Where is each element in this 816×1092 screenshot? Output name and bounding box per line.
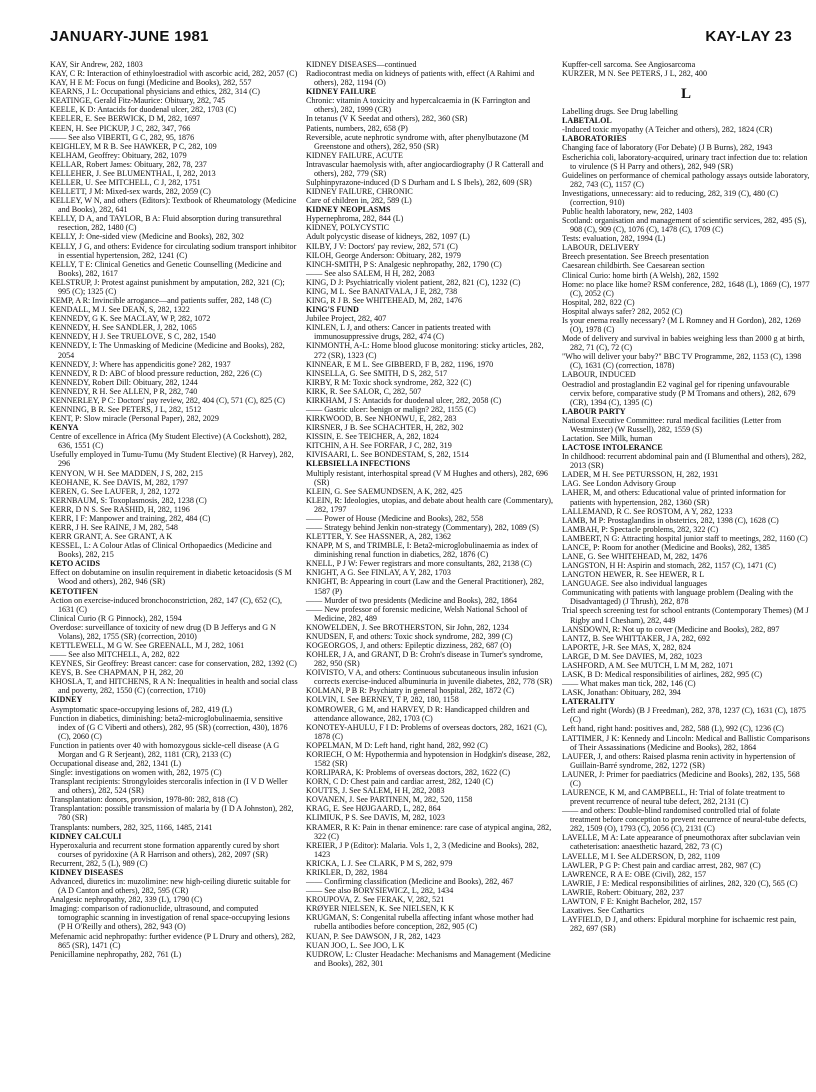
index-entry: LAWRIE, J E: Medical responsibilities of airlines, 282, 320 (C), 565 (C) <box>562 878 798 888</box>
index-entry: LALLEMAND, R C. See ROSTOM, A Y, 282, 1233 <box>562 506 733 516</box>
index-entry: KELLER, U. See MITCHELL, C J, 282, 1751 <box>50 178 201 188</box>
index-entry: KETTLEWELL, M G W. See GREENALL, M J, 282, 1061 <box>50 641 245 650</box>
index-entry: KNELL, P J W: Fewer registrars and more consultants, 282, 2138 (C) <box>306 559 532 569</box>
index-entry: KERR GRANT, A. See GRANT, A K <box>50 532 173 542</box>
index-entry: KELLY, D A, and TAYLOR, B A: Fluid absorption during transurethral resection, 282, 1480 (C) <box>50 214 282 233</box>
index-entry: Intravascular haemolysis with, after angiocardiography (J R Catterall and others), 282, 779 (SR) <box>306 159 544 178</box>
index-entry: KINCH-SMITH, P S: Analgesic nephropathy, 282, 1790 (C) <box>306 259 502 269</box>
index-column-3-entries <box>562 107 810 933</box>
index-entry: KIDNEY DISEASES—continued <box>306 60 417 69</box>
index-entry: KEYS, B. See CHAPMAN, P H, 282, 20 <box>50 668 184 678</box>
index-entry: Function in diabetics, diminishing: beta2-microglobulinaemia, sensitive index of (G C Viberti and others), 282, 95 (SR) (correction, 430), 1876 (C), 2060 (C) <box>50 713 288 741</box>
index-entry: Penicillamine nephropathy, 282, 761 (L) <box>50 949 182 959</box>
index-entry: —— See also VIBERTI, G C, 282, 95, 1876 <box>50 132 195 142</box>
index-entry: KILOH, George Anderson: Obituary, 282, 1979 <box>306 250 461 260</box>
index-entry: KIRKWOOD, B. See NHONWU, E, 282, 283 <box>306 414 457 424</box>
index-entry: "Who will deliver your baby?" BBC TV Programme, 282, 1153 (C), 1398 (C), 1631 (C) (correction, 1878) <box>562 352 802 371</box>
index-entry: KORIECH, O M: Hypothermia and hypotension in Hodgkin's disease, 282, 1582 (SR) <box>306 749 551 769</box>
index-entry: KIRBY, R M: Toxic shock syndrome, 282, 322 (C) <box>306 377 472 387</box>
index-entry: KOUTTS, J. See SALEM, H H, 282, 2083 <box>306 786 445 796</box>
index-entry: KHOSLA, T, and HITCHENS, R A N: Inequalities in health and social class and poverty, 282, 1550 (C) (correction, 1710) <box>50 677 298 696</box>
index-entry: LADER, M H. See PETURSSON, H, 282, 1931 <box>562 470 719 480</box>
index-entry: KIRKHAM, J S: Antacids for duodenal ulcer, 282, 2058 (C) <box>306 395 502 405</box>
index-heading: KIDNEY FAILURE <box>306 87 376 97</box>
index-entry: KING, R J B. See WHITEHEAD, M, 282, 1476 <box>306 296 463 306</box>
index-entry: LASK, Jonathan: Obituary, 282, 394 <box>562 688 681 698</box>
index-entry: Centre of excellence in Africa (My Student Elective) (A Cockshott), 282, 636, 1551 (C) <box>50 432 287 451</box>
index-entry: Home: no place like home? RSM conference, 282, 1648 (L), 1869 (C), 1977 (C), 2052 (C) <box>562 279 810 298</box>
index-entry: Overdose: surveillance of toxicity of new drug (D B Jefferys and G N Volans), 282, 1755 (SR) (correction, 2010) <box>50 622 276 641</box>
index-entry: Single: investigations on women with, 282, 1975 (C) <box>50 768 222 778</box>
index-entry: KINLEN, L J, and others: Cancer in patients treated with immunosuppressive drugs, 282, 474 (C) <box>306 323 491 342</box>
index-entry: KERR, I F: Manpower and training, 282, 484 (C) <box>50 513 211 523</box>
index-entry: Multiply resistant, interhospital spread (V M Hughes and others), 282, 696 (SR) <box>306 468 548 487</box>
index-entry: KLETTER, Y. See HASSNER, A, 282, 1362 <box>306 532 452 542</box>
index-entry: KNIGHT, A G. See FINLAY, A Y, 282, 1703 <box>306 568 451 578</box>
index-entry: Jubilee Project, 282, 407 <box>306 314 387 324</box>
index-entry: KINMONTH, A-L: Home blood glucose monitoring: sticky articles, 282, 272 (SR), 1323 (C) <box>306 341 544 360</box>
index-entry: Radiocontrast media on kidneys of patients with, effect (A Rahimi and others), 282, 1194 (O) <box>306 69 535 88</box>
index-entry: Usefully employed in Tumu-Tumu (My Student Elective) (R Harvey), 282, 296 <box>50 450 294 469</box>
index-entry: KREIER, J P (Editor): Malaria. Vols 1, 2, 3 (Medicine and Books), 282, 1423 <box>306 840 539 859</box>
index-entry: KINSELLA, G. See SMITH, D S, 282, 517 <box>306 368 448 378</box>
index-entry: LANGTON HEWER, R. See HEWER, R L <box>562 570 705 580</box>
index-entry: KUDROW, L: Cluster Headache: Mechanisms and Management (Medicine and Books), 282, 301 <box>306 949 551 968</box>
index-heading: KLEBSIELLA INFECTIONS <box>306 459 411 469</box>
index-entry: Public health laboratory, new, 282, 1403 <box>562 207 693 217</box>
index-entry: Transplants: numbers, 282, 325, 1166, 1485, 2141 <box>50 822 213 832</box>
index-entry: —— What makes man tick, 282, 146 (C) <box>562 679 696 689</box>
index-entry: KEYNES, Sir Geoffrey: Breast cancer: case for conservation, 282, 1392 (C) <box>50 659 297 669</box>
index-entry: KNUDSEN, F, and others: Toxic shock syndrome, 282, 399 (C) <box>306 631 513 641</box>
index-entry: KIRK, R. See SALOR, C, 282, 507 <box>306 386 422 396</box>
index-entry: Hyperoxaluria and recurrent stone formation apparently cured by short courses of pyridoxine (A R Harrison and others), 282, 2097 (SR) <box>50 840 280 859</box>
index-entry: KIVISAARI, L. See BONDESTAM, S, 282, 1514 <box>306 450 469 460</box>
index-entry: KELSTRUP, J: Protest against punishment by amputation, 282, 321 (C); 995 (C); 1325 (C) <box>50 277 285 296</box>
index-entry: KENNEDY, G K. See MACLAY, W P, 282, 1072 <box>50 314 211 324</box>
index-entry: Hospital, 282, 822 (C) <box>562 297 635 307</box>
index-entry: Breech presentation. See Breech presentation <box>562 252 709 262</box>
index-entry: —— New professor of forensic medicine, Welsh National School of Medicine, 282, 489 <box>306 604 528 623</box>
index-entry: KEEN, H. See PICKUP, J C, 282, 347, 766 <box>50 123 191 133</box>
index-entry: KAY, C R: Interaction of ethinyloestradiol with ascorbic acid, 282, 2057 (C) <box>50 69 298 79</box>
section-letter: L <box>680 86 691 103</box>
index-entry: KEOHANE, K. See DAVIS, M, 282, 1797 <box>50 477 189 487</box>
index-entry: KELLY, J: One-sided view (Medicine and Books), 282, 302 <box>50 232 244 242</box>
index-entry: KIDNEY FAILURE, CHRONIC <box>306 187 413 197</box>
index-entry: LAG. See London Advisory Group <box>562 479 676 489</box>
index-entry: Mefenamic acid nephropathy: further evidence (P L Drury and others), 282, 865 (SR), 1471 (C) <box>50 931 296 950</box>
index-entry: KITCHIN, A H. See FORFAR, J C, 282, 319 <box>306 441 452 451</box>
index-entry: KOGEORGOS, J, and others: Epileptic dizziness, 282, 687 (O) <box>306 641 512 650</box>
index-entry: Transplantation: possible transmission of malaria by (I D A Johnston), 282, 780 (SR) <box>50 804 294 823</box>
index-entry: Care of children in, 282, 589 (L) <box>306 196 412 206</box>
index-entry: Effect on dobutamine on insulin requirement in diabetic ketoacidosis (S M Wood and others), 282, 946 (SR) <box>50 568 292 587</box>
index-entry: KELHAM, Geoffrey: Obituary, 282, 1079 <box>50 150 187 160</box>
index-entry: Guidelines on performance of chemical pathology assays outside laboratory, 282, 743 (C), 1157 (C) <box>562 170 810 189</box>
index-entry: —— See also SALEM, H H, 282, 2083 <box>306 268 435 278</box>
index-entry: KILBY, J V: Doctors' pay review, 282, 571 (C) <box>306 241 458 251</box>
index-entry: Oestradiol and prostaglandin E2 vaginal gel for ripening unfavourable cervix before, comparative study (P M Tromans and others), 282, 679 (CR), 1394 (C), 1395 (C) <box>562 379 796 407</box>
index-entry: LAYFIELD, D J, and others: Epidural morphine for ischaemic rest pain, 282, 697 (SR) <box>562 915 797 934</box>
index-heading: LACTOSE INTOLERANCE <box>562 443 663 453</box>
index-entry: LANE, G. See WHITEHEAD, M, 282, 1476 <box>562 551 708 561</box>
index-entry: KRUGMAN, S: Congenital rubella affecting infant whose mother had rubella antibodies before conception, 282, 905 (C) <box>306 913 534 932</box>
index-entry: KENYON, W H. See MADDEN, J S, 282, 215 <box>50 468 203 478</box>
index-entry: LABOUR, INDUCED <box>562 370 636 380</box>
index-entry: KEATINGE, Gerald Fitz-Maurice: Obituary, 282, 745 <box>50 96 226 106</box>
index-entry: KORN, C D: Chest pain and cardiac arrest, 282, 1240 (C) <box>306 777 494 787</box>
index-entry: KENNEDY, Robert Dill: Obituary, 282, 1244 <box>50 377 198 387</box>
index-entry: Is your enema really necessary? (M L Romney and H Gordon), 282, 1269 (O), 1978 (C) <box>562 315 801 335</box>
index-entry: Trial speech screening test for school entrants (Contemporary Themes) (M J Rigby and I Chesham), 282, 449 <box>562 606 809 625</box>
index-entry: KOMROWER, G M, and HARVEY, D R: Handicapped children and attendance allowance, 282, 1703 (C) <box>306 704 530 723</box>
index-entry: KEREN, G. See LAUFER, J, 282, 1272 <box>50 486 180 496</box>
index-entry: KERR, D N S. See RASHID, H, 282, 1196 <box>50 504 190 514</box>
index-entry: KOLVIN, I. See BERNEY, T P, 282, 180, 1158 <box>306 695 459 705</box>
index-entry: KOPELMAN, M D: Left hand, right hand, 282, 992 (C) <box>306 740 488 750</box>
index-heading: KETO ACIDS <box>50 559 101 569</box>
index-entry: LANTZ, B. See WHITTAKER, J A, 282, 692 <box>562 633 711 643</box>
index-entry: KOVANEN, J. See PARTINEN, M, 282, 520, 1158 <box>306 795 473 805</box>
index-entry: —— Murder of two presidents (Medicine and Books), 282, 1864 <box>306 595 518 605</box>
index-entry: —— See also BORYSIEWICZ, L, 282, 1434 <box>306 886 454 896</box>
index-entry: KENNEDY, H J. See TRUELOVE, S C, 282, 1540 <box>50 332 216 342</box>
index-entry: KRICKA, L J. See CLARK, P M S, 282, 979 <box>306 858 453 868</box>
index-entry: KEELE, K D: Antacids for duodenal ulcer, 282, 1703 (C) <box>50 105 237 115</box>
index-entry: KIDNEY FAILURE, ACUTE <box>306 150 403 160</box>
index-entry: Hypernephroma, 282, 844 (L) <box>306 214 404 224</box>
index-entry: LAMBAH, P: Spectacle problems, 282, 322 (C) <box>562 524 719 534</box>
index-entry: KLEIN, R: Ideologies, utopias, and debate about health care (Commentary), 282, 1797 <box>306 495 554 514</box>
index-entry: KIRSNER, J B. See SCHACHTER, H, 282, 302 <box>306 423 464 433</box>
index-entry: Changing face of laboratory (For Debate) (J B Burns), 282, 1943 <box>562 143 773 153</box>
index-entry: Clinical Curio: home birth (A Welsh), 282, 1592 <box>562 270 719 280</box>
index-entry: Laxatives. See Cathartics <box>562 906 645 916</box>
index-entry: Hospital always safer? 282, 2052 (C) <box>562 306 683 316</box>
index-entry: —— Power of House (Medicine and Books), 282, 558 <box>306 513 484 523</box>
index-entry: KINNEAR, E M L. See GIBBERD, F B, 282, 1196, 1970 <box>306 359 494 369</box>
index-entry: LAURENCE, K M, and CAMPBELL, H: Trial of folate treatment to prevent recurrence of neural tube defect, 282, 2131 (C) <box>562 788 785 807</box>
index-entry: KENNEDY, J: Where has appendicitis gone? 282, 1937 <box>50 359 231 369</box>
index-entry: KRAG, E. See HØJGAARD, L, 282, 864 <box>306 804 441 814</box>
index-entry: KRØYER NIELSEN, K. See NIELSEN, K K <box>306 904 455 914</box>
index-entry: KOHLER, J A, and GRANT, D B: Crohn's disease in Turner's syndrome, 282, 950 (SR) <box>306 650 543 669</box>
index-entry: KNAPP, M S, and TRIMBLE, I: Beta2-microglobulinaemia as index of diminishing renal function in diabetics, 282, 1876 (C) <box>306 541 538 560</box>
index-entry: KUAN, P. See DAWSON, J R, 282, 1423 <box>306 931 441 941</box>
index-entry: KOIVISTO, V A, and others: Continuous subcutaneous insulin infusion corrects exercise-induced albuminuria in juvenile diabetes, 282, 778 (SR) <box>306 668 553 687</box>
index-entry: —— Confirming classification (Medicine and Books), 282, 467 <box>306 877 514 887</box>
index-entry: LABOUR, DELIVERY <box>562 243 640 253</box>
index-entry: Labelling drugs. See Drug labelling <box>562 107 678 117</box>
index-entry: LAWRENCE, R A E: OBE (Civil), 282, 157 <box>562 869 707 879</box>
index-entry: KUAN JOO, L. See JOO, L K <box>306 940 405 950</box>
index-entry: In childhood: recurrent abdominal pain and (I Blumenthal and others), 282, 2013 (SR) <box>562 452 807 471</box>
index-entry: LASHFORD, A M. See MUTCH, L M M, 282, 1071 <box>562 660 734 670</box>
index-entry: LAMBERT, N G: Attracting hospital junior staff to meetings, 282, 1160 (C) <box>562 533 808 543</box>
index-entry: KELLY, J G, and others: Evidence for circulating sodium transport inhibitor in essential hypertension, 282, 1241 (C) <box>50 241 297 260</box>
index-entry: LANGUAGE. See also individual languages <box>562 579 707 589</box>
index-entry: LAHER, M, and others: Educational value of printed information for patients with hypertension, 282, 1360 (SR) <box>562 488 786 507</box>
index-entry: Analgesic nephropathy, 282, 339 (L), 1790 (C) <box>50 895 203 905</box>
index-entry: Communicating with patients with language problem (Dealing with the Disadvantaged) (J Thrush), 282, 878 <box>562 588 794 607</box>
index-entry: KENT, P: Slow miracle (Personal Paper), 282, 2029 <box>50 414 219 424</box>
index-heading: KENYA <box>50 423 79 433</box>
index-entry: Clinical Curio (R G Pinnock), 282, 1594 <box>50 613 182 623</box>
index-entry: LARGE, D M. See DAVIES, M, 282, 1023 <box>562 651 703 661</box>
index-entry: —— See also MITCHELL, A, 282, 822 <box>50 650 180 660</box>
index-entry: KAY, Sir Andrew, 282, 1803 <box>50 60 143 69</box>
index-entry: Asymptomatic space-occupying lesions of, 282, 419 (L) <box>50 704 233 714</box>
index-entry: KIDNEY, POLYCYSTIC <box>306 223 390 233</box>
index-entry: KELLAR, Robert James: Obituary, 282, 78, 237 <box>50 159 207 169</box>
index-entry: KING, M L. See BANATVALA, J E, 282, 738 <box>306 286 458 296</box>
index-entry: Transplant recipients: Strongyloides stercoralis infection in (I V D Weller and others), 282, 524 (SR) <box>50 777 288 796</box>
index-entry: In tetanus (V K Seedat and others), 282, 360 (SR) <box>306 114 468 124</box>
index-entry: Advanced, diuretics in: muzolimine: new high-ceiling diuretic suitable for (A D Canton and others), 282, 595 (CR) <box>50 877 291 896</box>
index-entry: LAMB, M P: Prostaglandins in obstetrics, 282, 1398 (C), 1628 (C) <box>562 515 779 525</box>
index-entry: Mode of delivery and survival in babies weighing less than 2000 g at birth, 282, 71 (C), 72 (C) <box>562 334 805 353</box>
index-entry: Caesarean childbirth. See Caesarean section <box>562 261 705 271</box>
index-entry: KAY, H E M: Focus on fungi (Medicine and Books), 282, 557 <box>50 78 252 88</box>
index-entry: KESSEL, L: A Colour Atlas of Clinical Orthopaedics (Medicine and Books), 282, 215 <box>50 541 272 560</box>
index-heading: KING'S FUND <box>306 305 359 315</box>
index-entry: —— Strategy behind Jenkin non-strategy (Commentary), 282, 1089 (S) <box>306 522 539 532</box>
index-entry: KEIGHLEY, M R B. See HAWKER, P C, 282, 109 <box>50 141 217 151</box>
index-entry: KENDALL, M J. See DEAN, S, 282, 1322 <box>50 305 190 315</box>
index-heading: KIDNEY DISEASES <box>50 867 124 877</box>
index-entry: LAWTON, F E: Knight Bachelor, 282, 157 <box>562 896 702 906</box>
index-entry: KERNBAUM, S: Toxoplasmosis, 282, 1238 (C) <box>50 495 207 505</box>
index-heading: KIDNEY CALCULI <box>50 831 122 841</box>
running-header-date: JANUARY-JUNE 1981 <box>50 28 209 45</box>
index-entry: -Induced toxic myopathy (A Teicher and others), 282, 1824 (CR) <box>562 125 773 135</box>
index-entry: LANCE, P: Room for another (Medicine and Books), 282, 1385 <box>562 542 771 552</box>
index-heading: LATERALITY <box>562 697 615 707</box>
index-entry: KENNERLEY, P C: Doctors' pay review, 282, 404 (C), 571 (C), 825 (C) <box>50 395 285 405</box>
index-entry: Imaging: comparison of radionuclide, ultrasound, and computed tomographic scanning in investigation of renal space-occupying lesions (P H O'Reilly and others), 282, 943 (O) <box>50 904 290 932</box>
index-entry: Investigations, unnecessary: aid to reducing, 282, 319 (C), 480 (C) (correction, 910) <box>562 188 779 207</box>
index-entry: KNOWELDEN, J. See BROTHERSTON, Sir John, 282, 1234 <box>306 622 509 632</box>
index-entry: LAVELLE, M A: Late appearance of pneumothorax after subclavian vein catheterisation: anaesthetic hazard, 282, 73 (C) <box>562 833 801 852</box>
index-heading: KIDNEY <box>50 695 83 705</box>
index-heading: LABORATORIES <box>562 134 627 144</box>
index-entry: LANSDOWN, R: Not up to cover (Medicine and Books), 282, 897 <box>562 624 780 634</box>
index-entry: Chronic: vitamin A toxicity and hypercalcaemia in (K Farrington and others), 282, 1999 (CR) <box>306 96 531 115</box>
index-entry: LAVELLE, M I. See ALDERSON, D, 282, 1109 <box>562 851 720 861</box>
index-column-3 <box>562 60 810 933</box>
index-entry: KENNING, B R. See PETERS, J L, 282, 1512 <box>50 404 202 414</box>
index-entry: LANGSTON, H H: Aspirin and stomach, 282, 1157 (C), 1471 (C) <box>562 561 777 571</box>
index-entry: KING, D J: Psychiatrically violent patient, 282, 821 (C), 1232 (C) <box>306 277 521 287</box>
index-entry: KELLETT, J M: Mixed-sex wards, 282, 2059 (C) <box>50 187 211 197</box>
index-entry: LAUNER, J: Primer for paediatrics (Medicine and Books), 282, 135, 568 (C) <box>562 769 800 788</box>
index-entry: KEELER, E. See BERWICK, D M, 282, 1697 <box>50 114 201 124</box>
index-entry: LAWRIE, Robert: Obituary, 282, 237 <box>562 887 684 897</box>
index-entry: KELLEY, W N, and others (Editors): Textbook of Rheumatology (Medicine and Books), 282, 641 <box>50 196 297 215</box>
index-entry: Reversible, acute nephrotic syndrome with, after phenylbutazone (M Greenstone and others), 282, 950 (SR) <box>306 132 529 151</box>
index-entry: —— and others: Double-blind randomised controlled trial of folate treatment before conception to prevent recurrence of neural-tube defects, 282, 1509 (O), 1793 (C), 2056 (C), 2131 (C) <box>562 806 807 834</box>
index-entry: KELLEHER, J. See BLUMENTHAL, I, 282, 2013 <box>50 168 216 178</box>
index-entry: KENNEDY, I: The Unmasking of Medicine (Medicine and Books), 282, 2054 <box>50 341 285 360</box>
index-entry: LAUFER, J, and others: Raised plasma renin activity in hypertension of Guillain-Barré syndrome, 282, 1272 (SR) <box>562 751 796 770</box>
index-entry: KORLIPARA, K: Problems of overseas doctors, 282, 1622 (C) <box>306 768 511 778</box>
index-heading: KIDNEY NEOPLASMS <box>306 205 391 215</box>
index-entry: KENNEDY, H. See SANDLER, J, 282, 1065 <box>50 323 197 333</box>
index-entry: Left and right (Words) (B J Freedman), 282, 378, 1237 (C), 1631 (C), 1875 (C) <box>562 706 806 725</box>
index-entry: LAPORTE, J-R. See MAS, X, 282, 824 <box>562 642 691 652</box>
index-entry: Sulphinpyrazone-induced (D S Durham and L S Ibels), 282, 609 (SR) <box>306 178 532 188</box>
index-entry: KLEIN, G. See SAEMUNDSEN, A K, 282, 425 <box>306 486 463 496</box>
index-entry: Scotland: organisation and management of scientific services, 282, 495 (S), 908 (C), 909 (C), 1076 (C), 1478 (C), 1709 (C) <box>562 216 807 235</box>
index-entry: Transplantation: donors, provision, 1978-80: 282, 818 (C) <box>50 795 238 805</box>
index-heading: KETOTIFEN <box>50 586 98 596</box>
index-entry: KELLY, T E: Clinical Genetics and Genetic Counselling (Medicine and Books), 282, 1617 <box>50 259 282 278</box>
index-entry: KEMP, A R: Invincible arrogance—and patients suffer, 282, 148 (C) <box>50 296 272 306</box>
index-entry: KRAMER, R K: Pain in thenar eminence: rare case of atypical angina, 282, 322 (C) <box>306 822 552 841</box>
index-entry: Kupffer-cell sarcoma. See Angiosarcoma <box>562 60 696 69</box>
index-entry: KRIKLER, D, 282, 1984 <box>306 867 388 877</box>
index-entry: Escherichia coli, laboratory-acquired, urinary tract infection due to: relation to virulence (S H Parry and others), 282, 949 (SR) <box>562 152 808 171</box>
index-entry: KENNEDY, R D: ABC of blood pressure reduction, 282, 226 (C) <box>50 368 262 378</box>
index-entry: KONOTEY-AHULU, F I D: Problems of overseas doctors, 282, 1621 (C), 1878 (C) <box>306 722 547 741</box>
index-entry: KLIMIUK, P S. See DAVIS, M, 282, 1023 <box>306 813 445 823</box>
index-entry: Action on exercise-induced bronchoconstriction, 282, 147 (C), 652 (C), 1631 (C) <box>50 595 282 614</box>
index-entry: LAWLER, P G P: Chest pain and cardiac arrest, 282, 987 (C) <box>562 860 761 870</box>
index-entry: KNIGHT, B: Appearing in court (Law and the General Practitioner), 282, 1587 (P) <box>306 577 544 596</box>
index-entry: KENNEDY, R H. See ALLEN, P R, 282, 740 <box>50 386 198 396</box>
index-entry: National Executive Committee: rural medical facilities (Letter from Westminster) (W Russell), 282, 1559 (S) <box>562 415 782 434</box>
index-column-3-top <box>562 60 810 78</box>
index-entry: Adult polycystic disease of kidneys, 282, 1097 (L) <box>306 232 470 242</box>
index-entry: KOLMAN, P B R: Psychiatry in general hospital, 282, 1872 (C) <box>306 686 515 696</box>
index-entry: KISSIN, E. See TEICHER, A, 282, 1824 <box>306 432 439 442</box>
index-entry: Tests: evaluation, 282, 1994 (L) <box>562 234 666 244</box>
index-entry: Occupational disease and, 282, 1341 (L) <box>50 759 182 769</box>
index-heading: LABETALOL <box>562 116 612 126</box>
index-column-1 <box>50 60 298 959</box>
index-column-2 <box>306 60 554 968</box>
index-entry: Lactation. See Milk, human <box>562 433 653 443</box>
index-entry: Recurrent, 282, 5 (L), 989 (C) <box>50 858 148 868</box>
index-entry: KERR, J H. See RAINE, J M, 282, 548 <box>50 522 178 532</box>
index-entry: KEARNS, J L: Occupational physicians and ethics, 282, 314 (C) <box>50 87 260 97</box>
index-entry: KROUPOVA, Z. See FERAK, V, 282, 521 <box>306 895 445 905</box>
index-entry: Function in patients over 40 with homozygous sickle-cell disease (A G Morgan and G R Serjeant), 282, 1181 (CR), 2133 (C) <box>50 740 280 759</box>
index-entry: —— Gastric ulcer: benign or malign? 282, 1155 (C) <box>306 404 476 414</box>
index-entry: LASK, B D: Medical responsibilities of airlines, 282, 995 (C) <box>562 670 763 679</box>
index-entry: Left hand, right hand: positives and, 282, 588 (L), 992 (C), 1236 (C) <box>562 724 784 734</box>
index-heading: LABOUR PARTY <box>562 406 626 416</box>
index-entry: Patients, numbers, 282, 658 (P) <box>306 123 408 133</box>
index-entry: KURZER, M N. See PETERS, J L, 282, 400 <box>562 69 708 79</box>
index-entry: LATTIMER, J K: Kennedy and Lincoln: Medical and Ballistic Comparisons of Their Assassinations (Medicine and Books), 282, 1864 <box>562 733 810 752</box>
running-header-range-page: KAY-LAY 23 <box>705 28 792 45</box>
